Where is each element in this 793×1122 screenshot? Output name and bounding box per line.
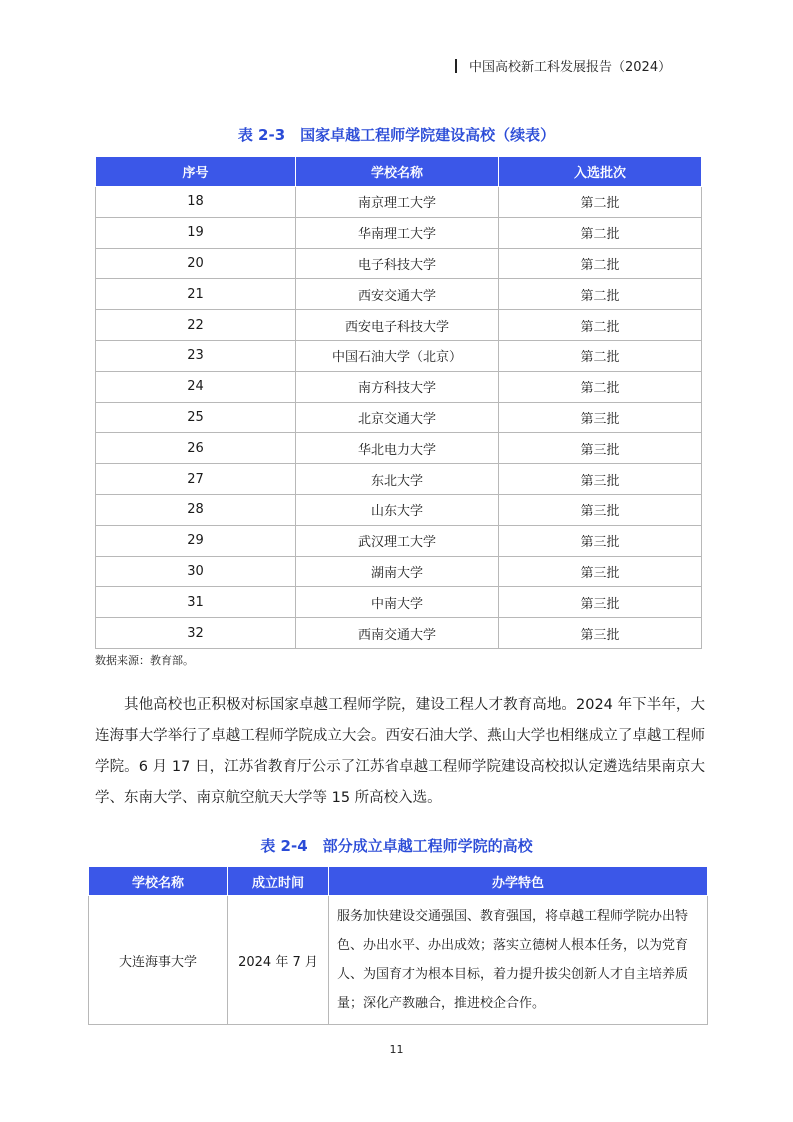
cell-index: 27 xyxy=(96,464,296,495)
table-row xyxy=(96,310,702,341)
header-divider xyxy=(455,59,457,73)
table-row xyxy=(96,340,702,371)
table-row xyxy=(89,896,708,1025)
cell-batch: 第三批 xyxy=(499,433,702,464)
cell-school: 西安电子科技大学 xyxy=(296,310,499,341)
cell-features: 服务加快建设交通强国、教育强国，将卓越工程师学院办出特色、办出水平、办出成效；落实立德树人根本任务，以为党育人、为国育才为根本目标，着力提升拔尖创新人才自主培养质量；深化产教融合，推进校企合作。 xyxy=(329,896,708,1025)
table-row xyxy=(96,433,702,464)
cell-batch: 第三批 xyxy=(499,587,702,618)
cell-index: 32 xyxy=(96,618,296,649)
cell-school: 华北电力大学 xyxy=(296,433,499,464)
column-header-index: 序号 xyxy=(96,157,296,187)
cell-school: 西南交通大学 xyxy=(296,618,499,649)
cell-school: 湖南大学 xyxy=(296,556,499,587)
cell-school: 南京理工大学 xyxy=(296,187,499,218)
cell-batch: 第三批 xyxy=(499,494,702,525)
page-number: 11 xyxy=(389,1043,404,1056)
table-2-3 xyxy=(95,156,702,649)
table-2-4-caption: 表 2-4 部分成立卓越工程师学院的高校 xyxy=(260,837,533,855)
cell-index: 23 xyxy=(96,340,296,371)
report-title: 中国高校新工科发展报告（2024） xyxy=(469,60,672,75)
cell-index: 24 xyxy=(96,371,296,402)
column-header-school: 学校名称 xyxy=(89,867,228,896)
cell-school: 武汉理工大学 xyxy=(296,525,499,556)
cell-batch: 第二批 xyxy=(499,340,702,371)
cell-school: 中南大学 xyxy=(296,587,499,618)
cell-index: 21 xyxy=(96,279,296,310)
table-row xyxy=(96,279,702,310)
table-row xyxy=(96,371,702,402)
column-header-school: 学校名称 xyxy=(296,157,499,187)
cell-date: 2024 年 7 月 xyxy=(228,896,329,1025)
cell-batch: 第三批 xyxy=(499,618,702,649)
cell-index: 30 xyxy=(96,556,296,587)
table-header-row xyxy=(96,157,702,187)
table-2-4 xyxy=(88,866,708,1025)
cell-index: 28 xyxy=(96,494,296,525)
cell-school: 电子科技大学 xyxy=(296,248,499,279)
table-row xyxy=(96,402,702,433)
cell-batch: 第二批 xyxy=(499,248,702,279)
cell-index: 22 xyxy=(96,310,296,341)
cell-index: 26 xyxy=(96,433,296,464)
cell-index: 31 xyxy=(96,587,296,618)
table-row xyxy=(96,618,702,649)
body-paragraph: 其他高校也正积极对标国家卓越工程师学院，建设工程人才教育高地。2024 年下半年，大连海事大学举行了卓越工程师学院成立大会。西安石油大学、燕山大学也相继成立了卓越工程师学院。6 月 17 日，江苏省教育厅公示了江苏省卓越工程师学院建设高校拟认定遴选结果南京大学、东南大学、南京航空航天大学等 15 所高校入选。 xyxy=(95,697,705,806)
column-header-features: 办学特色 xyxy=(329,867,708,896)
table-row xyxy=(96,494,702,525)
cell-index: 29 xyxy=(96,525,296,556)
column-header-batch: 入选批次 xyxy=(499,157,702,187)
table-row xyxy=(96,525,702,556)
table-row xyxy=(96,587,702,618)
cell-index: 19 xyxy=(96,217,296,248)
cell-batch: 第二批 xyxy=(499,279,702,310)
cell-school: 华南理工大学 xyxy=(296,217,499,248)
table-row xyxy=(96,217,702,248)
cell-school: 大连海事大学 xyxy=(89,896,228,1025)
cell-batch: 第二批 xyxy=(499,217,702,248)
cell-school: 中国石油大学（北京） xyxy=(296,340,499,371)
cell-index: 20 xyxy=(96,248,296,279)
cell-batch: 第三批 xyxy=(499,464,702,495)
table-row xyxy=(96,187,702,218)
cell-school: 北京交通大学 xyxy=(296,402,499,433)
cell-index: 18 xyxy=(96,187,296,218)
cell-school: 山东大学 xyxy=(296,494,499,525)
column-header-date: 成立时间 xyxy=(228,867,329,896)
table-header-row xyxy=(89,867,708,896)
data-source-note: 数据来源：教育部。 xyxy=(95,654,194,667)
cell-school: 南方科技大学 xyxy=(296,371,499,402)
cell-batch: 第二批 xyxy=(499,310,702,341)
cell-school: 东北大学 xyxy=(296,464,499,495)
table-2-3-caption: 表 2-3 国家卓越工程师学院建设高校（续表） xyxy=(237,126,556,144)
cell-batch: 第三批 xyxy=(499,525,702,556)
running-header xyxy=(455,56,671,75)
cell-school: 西安交通大学 xyxy=(296,279,499,310)
cell-batch: 第二批 xyxy=(499,187,702,218)
cell-batch: 第三批 xyxy=(499,556,702,587)
cell-index: 25 xyxy=(96,402,296,433)
table-row xyxy=(96,248,702,279)
table-row xyxy=(96,556,702,587)
cell-batch: 第三批 xyxy=(499,402,702,433)
table-row xyxy=(96,464,702,495)
cell-batch: 第二批 xyxy=(499,371,702,402)
